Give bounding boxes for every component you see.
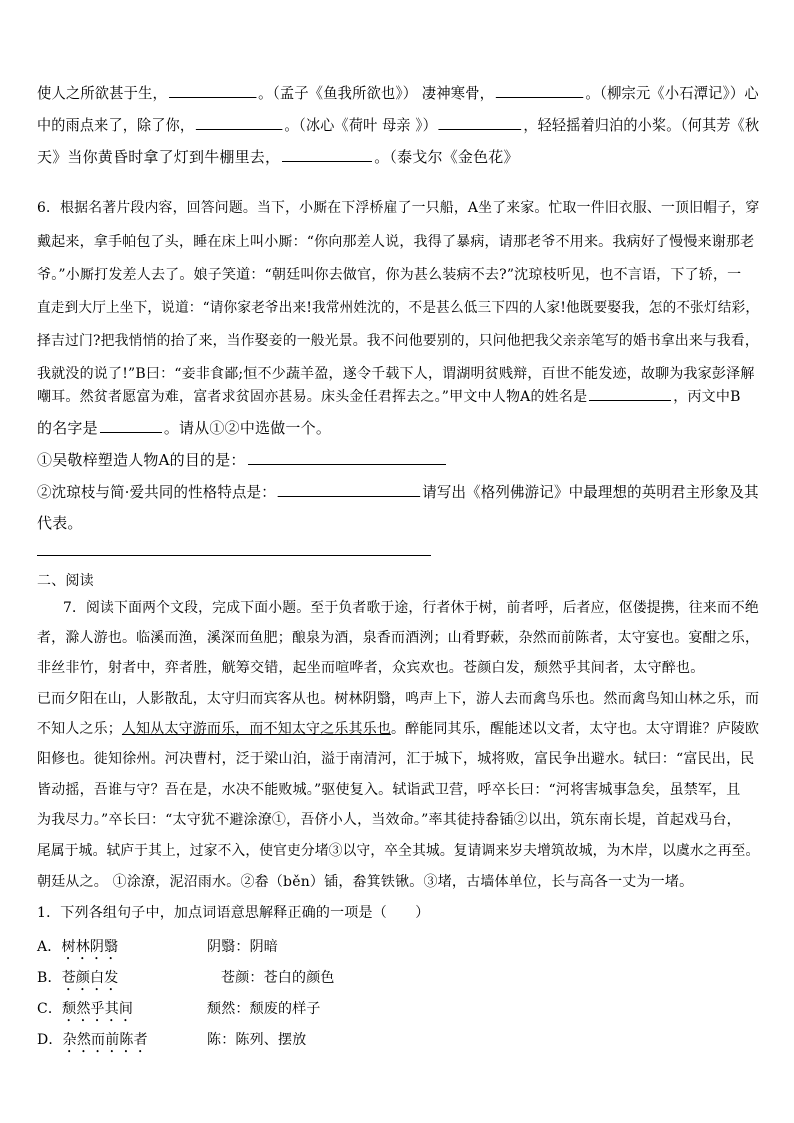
section-heading: 二、阅读	[37, 573, 94, 589]
answer-blank[interactable]	[278, 482, 420, 497]
q6-text: ①吴敬梓塑造人物A的目的是：	[37, 451, 246, 469]
q6-text: ②沈琼枝与简·爱共同的性格特点是：	[37, 483, 276, 501]
q5-text: 。（泰戈尔《金色花》	[374, 148, 519, 166]
option-a-gloss: 阴翳：阴暗	[207, 939, 278, 955]
answer-blank[interactable]	[169, 83, 256, 98]
answer-line[interactable]	[37, 555, 431, 556]
q7-line: 非丝非竹，射者中，弈者胜，觥筹交错，起坐而喧哗者，众宾欢也。苍颜白发，颓然乎其间者，太守醉也。	[37, 660, 705, 676]
q6-line-10	[37, 481, 759, 502]
option-d-gloss: 陈：陈列、摆放	[207, 1032, 307, 1048]
option-a[interactable]	[37, 936, 118, 963]
q6-text: 嘲耳。然贫者愿富为难，富者求贫固亦甚易。床头金任君挥去之。”甲文中人物A的姓名是	[37, 389, 588, 405]
option-phrase: 杂然而前陈者	[62, 1032, 148, 1048]
q7-line: 尾属于城。轼庐于其上，过家不入，使官吏分堵③以守，卒全其城。复请调来岁夫增筑故城，为木岸，以虞水之再至。	[37, 843, 760, 859]
answer-blank[interactable]	[282, 147, 372, 162]
q6-line: 爷。”小厮打发差人去了。娘子笑道：“朝廷叫你去做官，你为甚么装病不去?”沈琼枝听见，也不言语，下了轿，一	[37, 267, 742, 283]
q6-line-8	[37, 417, 331, 438]
q6-line: 我就没的说了!”B曰：“妾非食鄙;恒不少蔬羊盈，遂令千载下人，谓湖明贫贱辩，百世不能发迹，故聊为我家彭泽解	[37, 366, 755, 382]
q6-text: 。请从①②中选做一个。	[163, 419, 332, 437]
answer-blank[interactable]	[248, 450, 446, 465]
option-b-gloss: 苍颜：苍白的颜色	[221, 970, 335, 986]
q5-text: ，轻轻摇着归泊的小桨。（何其芳《秋	[523, 116, 760, 134]
q5-text: 。（冰心《荷叶 母亲 》）	[284, 116, 437, 134]
q6-line: 直走到大厅上坐下，说道：“请你家老爷出来!我常州姓沈的，不是甚么低三下四的人家!他既要娶我，怎的不张灯结彩，	[37, 300, 760, 316]
answer-blank[interactable]	[196, 115, 282, 130]
q7-line: 为我尽力。”卒长曰：“太守犹不避涂潦①，吾侪小人，当效命。”率其徒持畚锸②以出，筑东南长堤，首起戏马台，	[37, 812, 741, 828]
q7-line: 者，滁人游也。临溪而渔，溪深而鱼肥；酿泉为酒，泉香而酒洌；山肴野蔌，杂然而前陈者，太守宴也。宴酣之乐，	[37, 630, 760, 646]
option-label: C．	[37, 1001, 63, 1017]
q7-line: 朝廷从之。 ①涂潦，泥沼雨水。②畚（běn）锸，畚箕铁锹。③堵，古墙体单位，长与高各一丈为一堵。	[37, 874, 694, 890]
q6-line-11: 代表。	[37, 514, 83, 532]
answer-blank[interactable]	[589, 386, 671, 401]
option-label: A．	[37, 939, 62, 955]
option-phrase: 苍颜白发	[61, 970, 119, 986]
underlined-sentence: 人知从太守游而乐，而不知太守之乐其乐也	[121, 721, 392, 737]
q7-text: 。醉能同其乐，醒能述以文者，太守也。太守谓谁？庐陵欧	[391, 721, 760, 737]
option-phrase: 树林阴翳	[61, 939, 119, 955]
option-phrase: 颓然乎其间	[62, 1001, 134, 1017]
q6-text: 请写出《格列佛游记》中最理想的英明君主形象及其	[422, 483, 759, 501]
option-c[interactable]	[37, 998, 133, 1025]
answer-blank[interactable]	[439, 115, 522, 130]
q7-line-5	[37, 718, 759, 738]
option-c-gloss: 颓然：颓废的样子	[207, 1001, 321, 1017]
q5-line-1	[37, 82, 759, 103]
q6-text: 的名字是	[37, 419, 98, 437]
q5-text: 。（孟子《鱼我所欲也》） 凄神寒骨，	[258, 84, 495, 102]
option-d[interactable]	[37, 1029, 148, 1056]
q5-text: 天》当你黄昏时拿了灯到牛棚里去，	[37, 148, 281, 166]
q7-line: 皆动摇，吾谁与守？吾在是，水决不能败城。”驱使复入。轼诣武卫营，呼卒长曰：“河将害城事急矣，虽禁军，且	[37, 782, 741, 798]
q6-line-9	[37, 449, 448, 470]
q7-line: 阳修也。徙知徐州。河决曹村，泛于梁山泊，溢于南清河，汇于城下，城将败，富民争出避水。轼曰：“富民出，民	[37, 751, 755, 767]
option-b[interactable]	[37, 967, 119, 994]
answer-blank[interactable]	[496, 83, 583, 98]
q7-text: 不知人之乐；	[37, 721, 122, 737]
q6-line: 6．根据名著片段内容，回答问题。当下，小厮在下浮桥雇了一只船，A坐了来家。忙取一件旧衣服、一顶旧帽子，穿	[37, 200, 760, 216]
q5-line-2	[37, 114, 759, 135]
q7-line: 7．阅读下面两个文段，完成下面小题。至于负者歌于途，行者休于树，前者呼，后者应，伛偻提携，往来而不绝	[63, 600, 759, 616]
q5-line-3	[37, 146, 519, 167]
q5-text: 中的雨点来了，除了你，	[37, 116, 195, 134]
q6-line: 戴起来，拿手帕包了头，睡在床上叫小厮：“你向那差人说，我得了暴病，请那老爷不用来。我病好了慢慢来谢那老	[37, 234, 755, 250]
option-label: D．	[37, 1032, 63, 1048]
q6-line: 择吉过门?把我悄悄的抬了来，当作娶妾的一般光景。我不问他要别的，只问他把我父亲亲笔写的婚书拿出来与我看，	[37, 333, 759, 349]
answer-blank[interactable]	[100, 418, 162, 433]
q1-stem: 1．下列各组句子中，加点词语意思解释正确的一项是（ ）	[37, 905, 430, 921]
q6-line-7	[37, 386, 741, 406]
option-label: B．	[37, 970, 62, 986]
q5-text: 使人之所欲甚于生，	[37, 84, 167, 102]
q7-line: 已而夕阳在山，人影散乱，太守归而宾客从也。树林阴翳，鸣声上下，游人去而禽鸟乐也。然而禽鸟知山林之乐，而	[37, 691, 760, 707]
q6-text: ，丙文中B	[673, 389, 741, 405]
q5-text: 。（柳宗元《小石潭记》）心	[585, 84, 759, 102]
